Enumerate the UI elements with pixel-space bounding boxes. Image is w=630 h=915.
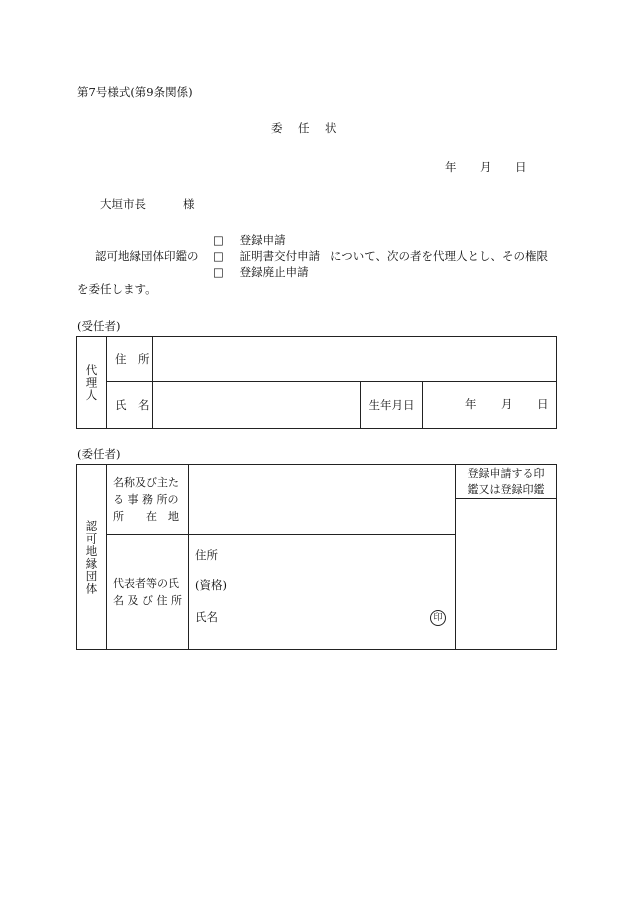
option-label: 登録廃止申請 — [239, 265, 309, 279]
representative-label: 代表者等の氏 名 及 び 住 所 — [107, 535, 189, 650]
representative-field[interactable] — [189, 535, 456, 650]
birth-year: 年 — [465, 397, 477, 411]
option-label: 登録申請 — [239, 233, 286, 247]
delegate-row-label: 代理人 — [77, 337, 107, 429]
birth-month: 月 — [501, 397, 513, 411]
delegate-table — [76, 336, 557, 429]
checkbox-icon[interactable]: □ — [213, 265, 224, 279]
birth-label: 生年月日 — [361, 382, 423, 429]
option-abolition[interactable] — [213, 267, 309, 279]
delegate-name-field[interactable] — [153, 382, 361, 429]
delegator-heading: (委任者) — [77, 447, 121, 461]
address-label: 住 所 — [107, 337, 153, 382]
seal-box-label: 登録申請する印 鑑又は登録印鑑 — [456, 465, 557, 499]
intro-suffix: について、次の者を代理人とし、その権限 — [330, 249, 549, 263]
intro-continuation: を委任します。 — [77, 282, 157, 296]
option-registration[interactable] — [213, 235, 286, 247]
date-month: 月 — [480, 160, 492, 174]
document-title: 委 任 状 — [271, 121, 339, 135]
date-day: 日 — [515, 160, 527, 174]
delegator-row-label: 認可地縁団体 — [77, 465, 107, 650]
seal-icon: 印 — [430, 610, 446, 626]
birth-date-field[interactable] — [423, 382, 557, 429]
rep-address-label: 住所 — [195, 548, 218, 562]
rep-title-label: (資格) — [195, 578, 227, 592]
option-label: 証明書交付申請 — [239, 249, 321, 263]
option-certificate[interactable] — [213, 251, 320, 263]
date-year: 年 — [445, 160, 457, 174]
addressee-name: 大垣市長 — [100, 197, 146, 211]
intro-prefix: 認可地縁団体印鑑の — [95, 249, 199, 263]
delegator-table — [76, 464, 557, 650]
delegate-address-field[interactable] — [153, 337, 557, 382]
office-field[interactable] — [189, 465, 456, 535]
seal-impression-box[interactable] — [456, 499, 557, 650]
checkbox-icon[interactable]: □ — [213, 249, 224, 263]
checkbox-icon[interactable]: □ — [213, 233, 224, 247]
addressee-honorific: 様 — [183, 197, 195, 211]
birth-day: 日 — [537, 397, 549, 411]
form-number: 第7号様式(第9条関係) — [77, 85, 193, 99]
name-label: 氏 名 — [107, 382, 153, 429]
rep-name-label: 氏名 — [195, 610, 218, 624]
office-label: 名称及び主た る 事 務 所の 所 在 地 — [107, 465, 189, 535]
delegate-heading: (受任者) — [77, 319, 121, 333]
